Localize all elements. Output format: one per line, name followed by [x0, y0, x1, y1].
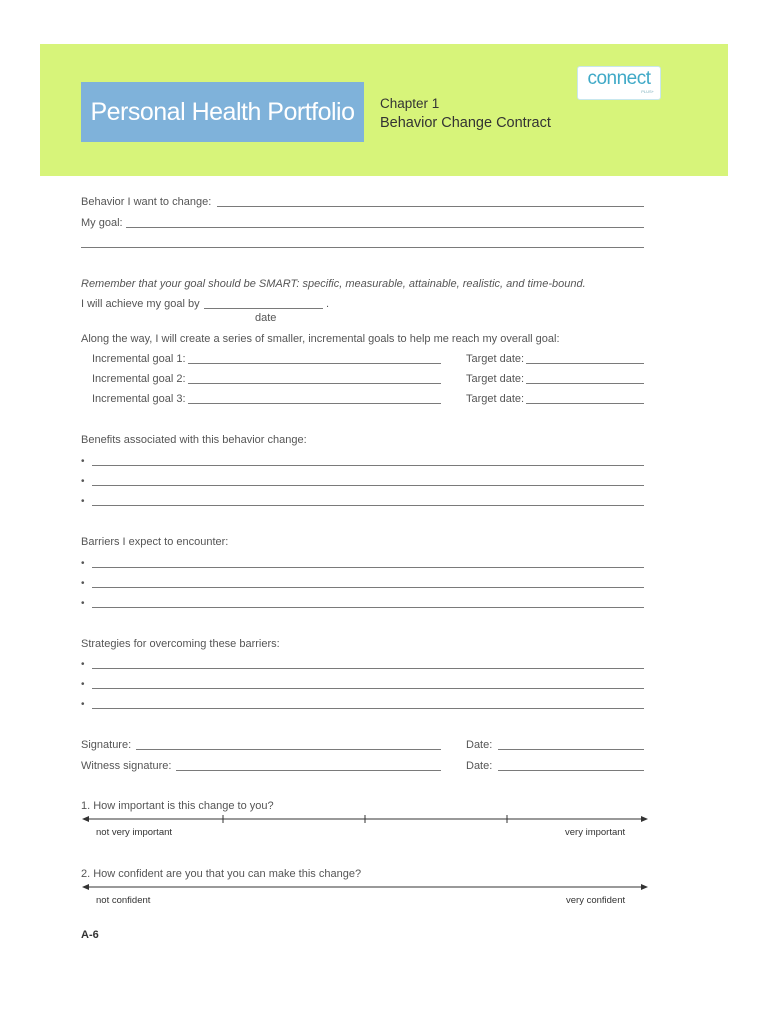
importance-scale-arrow [82, 814, 648, 824]
benefit-bullet-3: • [81, 496, 85, 507]
incremental-goal-2-label: Incremental goal 2: [92, 373, 186, 385]
smart-note: Remember that your goal should be SMART: specific, measurable, attainable, realistic, and time-bound. [81, 278, 586, 290]
target-date-2-line[interactable] [526, 383, 644, 384]
benefit-line-1[interactable] [92, 465, 644, 466]
witness-date-line[interactable] [498, 770, 644, 771]
goal-input-line[interactable] [126, 227, 644, 228]
achieve-label: I will achieve my goal by [81, 298, 200, 310]
strategy-line-2[interactable] [92, 688, 644, 689]
barrier-line-3[interactable] [92, 607, 644, 608]
importance-question: 1. How important is this change to you? [81, 800, 274, 812]
confidence-left-label: not confident [96, 895, 151, 906]
date-caption: date [255, 312, 277, 324]
signature-date-label: Date: [466, 739, 493, 751]
barrier-line-2[interactable] [92, 587, 644, 588]
incremental-goal-3-label: Incremental goal 3: [92, 393, 186, 405]
connect-logo [577, 66, 661, 100]
strategy-line-1[interactable] [92, 668, 644, 669]
incremental-goal-2-line[interactable] [188, 383, 441, 384]
barrier-bullet-3: • [81, 598, 85, 609]
goal-label: My goal: [81, 217, 123, 229]
benefits-label: Benefits associated with this behavior change: [81, 434, 307, 446]
incremental-goal-1-line[interactable] [188, 363, 441, 364]
connect-logo-tag: PLUS+ [641, 89, 654, 94]
chapter-label: Chapter 1 [380, 96, 440, 111]
incremental-goal-1-label: Incremental goal 1: [92, 353, 186, 365]
contract-subtitle: Behavior Change Contract [380, 115, 551, 131]
witness-line[interactable] [176, 770, 441, 771]
incremental-goal-3-line[interactable] [188, 403, 441, 404]
behavior-label: Behavior I want to change: [81, 196, 212, 208]
strategies-label: Strategies for overcoming these barriers: [81, 638, 280, 650]
strategy-line-3[interactable] [92, 708, 644, 709]
achieve-period: . [326, 298, 330, 310]
witness-date-label: Date: [466, 760, 493, 772]
barriers-label: Barriers I expect to encounter: [81, 536, 229, 548]
signature-line[interactable] [136, 749, 441, 750]
goal-input-line-2[interactable] [81, 247, 644, 248]
header-banner [40, 44, 728, 176]
target-date-3-label: Target date: [466, 393, 525, 405]
barrier-bullet-1: • [81, 558, 85, 569]
signature-date-line[interactable] [498, 749, 644, 750]
barrier-bullet-2: • [81, 578, 85, 589]
importance-right-label: very important [565, 827, 626, 838]
witness-label: Witness signature: [81, 760, 172, 772]
benefit-line-3[interactable] [92, 505, 644, 506]
strategy-bullet-1: • [81, 659, 85, 670]
target-date-1-line[interactable] [526, 363, 644, 364]
confidence-scale-arrow [82, 882, 648, 892]
importance-scale[interactable] [82, 814, 648, 824]
confidence-question: 2. How confident are you that you can make this change? [81, 868, 362, 880]
barrier-line-1[interactable] [92, 567, 644, 568]
target-date-1-label: Target date: [466, 353, 525, 365]
importance-left-label: not very important [96, 827, 173, 838]
benefit-line-2[interactable] [92, 485, 644, 486]
achieve-date-line[interactable] [204, 308, 323, 309]
connect-logo-word: connect [587, 68, 651, 89]
confidence-right-label: very confident [566, 895, 626, 906]
page-number: A-6 [81, 929, 99, 941]
target-date-3-line[interactable] [526, 403, 644, 404]
strategy-bullet-2: • [81, 679, 85, 690]
incremental-intro: Along the way, I will create a series of smaller, incremental goals to help me reach my overall goal: [81, 333, 560, 345]
portfolio-title: Personal Health Portfolio [81, 82, 364, 142]
strategy-bullet-3: • [81, 699, 85, 710]
confidence-scale[interactable] [82, 882, 648, 892]
benefit-bullet-2: • [81, 476, 85, 487]
target-date-2-label: Target date: [466, 373, 525, 385]
signature-label: Signature: [81, 739, 132, 751]
benefit-bullet-1: • [81, 456, 85, 467]
behavior-input-line[interactable] [217, 206, 644, 207]
